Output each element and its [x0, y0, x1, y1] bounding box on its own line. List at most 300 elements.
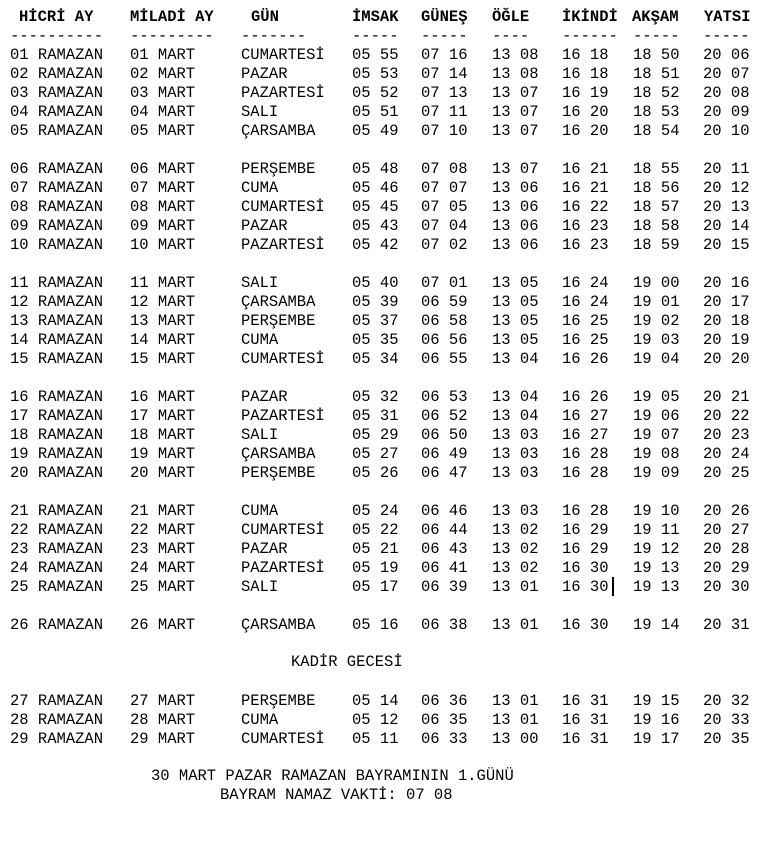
header-rule: -------: [241, 27, 307, 45]
table-row: [0, 521, 771, 540]
ikindi-cell: 16 23: [562, 236, 609, 254]
gun-cell: CUMA: [241, 502, 279, 520]
aksam-cell: 19 04: [633, 350, 680, 368]
gun-cell: PERŞEMBE: [241, 160, 316, 178]
gun-cell: ÇARSAMBA: [241, 293, 316, 311]
gun-cell: PAZAR: [241, 540, 288, 558]
gun-cell: CUMA: [241, 179, 279, 197]
aksam-cell: 19 09: [633, 464, 680, 482]
table-row: [0, 122, 771, 141]
table-row: [0, 692, 771, 711]
aksam-cell: 19 11: [633, 521, 680, 539]
gun-cell: CUMA: [241, 711, 279, 729]
imsak-cell: 05 21: [352, 540, 399, 558]
ogle-cell: 13 02: [492, 559, 539, 577]
header-yatsi: YATSI: [704, 8, 751, 26]
miladi-ay-cell: 08 MART: [130, 198, 196, 216]
gun-cell: SALI: [241, 426, 279, 444]
table-row: [0, 578, 771, 597]
header-ogle: ÖĞLE: [492, 8, 530, 26]
miladi-ay-cell: 14 MART: [130, 331, 196, 349]
yatsi-cell: 20 28: [703, 540, 750, 558]
ikindi-cell: 16 25: [562, 331, 609, 349]
imsak-cell: 05 27: [352, 445, 399, 463]
yatsi-cell: 20 23: [703, 426, 750, 444]
hicri-ay-cell: 09 RAMAZAN: [10, 217, 104, 235]
table-row: [0, 426, 771, 445]
header-rule: ---------: [130, 27, 214, 45]
aksam-cell: 19 14: [633, 616, 680, 634]
imsak-cell: 05 19: [352, 559, 399, 577]
miladi-ay-cell: 17 MART: [130, 407, 196, 425]
hicri-ay-cell: 12 RAMAZAN: [10, 293, 104, 311]
yatsi-cell: 20 27: [703, 521, 750, 539]
miladi-ay-cell: 27 MART: [130, 692, 196, 710]
imsak-cell: 05 12: [352, 711, 399, 729]
gunes-cell: 07 04: [421, 217, 468, 235]
table-row: [0, 103, 771, 122]
yatsi-cell: 20 07: [703, 65, 750, 83]
gunes-cell: 06 46: [421, 502, 468, 520]
yatsi-cell: 20 31: [703, 616, 750, 634]
hicri-ay-cell: 29 RAMAZAN: [10, 730, 104, 748]
aksam-cell: 18 56: [633, 179, 680, 197]
ogle-cell: 13 03: [492, 426, 539, 444]
aksam-cell: 19 05: [633, 388, 680, 406]
yatsi-cell: 20 10: [703, 122, 750, 140]
miladi-ay-cell: 05 MART: [130, 122, 196, 140]
gun-cell: ÇARSAMBA: [241, 445, 316, 463]
hicri-ay-cell: 04 RAMAZAN: [10, 103, 104, 121]
header-rule: -----: [633, 27, 680, 45]
aksam-cell: 19 13: [633, 559, 680, 577]
ogle-cell: 13 08: [492, 65, 539, 83]
ikindi-cell: 16 30: [562, 559, 609, 577]
yatsi-cell: 20 20: [703, 350, 750, 368]
hicri-ay-cell: 22 RAMAZAN: [10, 521, 104, 539]
aksam-cell: 18 55: [633, 160, 680, 178]
table-row: [0, 502, 771, 521]
hicri-ay-cell: 03 RAMAZAN: [10, 84, 104, 102]
hicri-ay-cell: 21 RAMAZAN: [10, 502, 104, 520]
header-ikindi: İKİNDİ: [562, 8, 618, 26]
imsak-cell: 05 42: [352, 236, 399, 254]
gunes-cell: 07 11: [421, 103, 468, 121]
gunes-cell: 06 52: [421, 407, 468, 425]
miladi-ay-cell: 09 MART: [130, 217, 196, 235]
ogle-cell: 13 05: [492, 293, 539, 311]
miladi-ay-cell: 28 MART: [130, 711, 196, 729]
ogle-cell: 13 07: [492, 160, 539, 178]
ogle-cell: 13 02: [492, 521, 539, 539]
ogle-cell: 13 06: [492, 198, 539, 216]
yatsi-cell: 20 19: [703, 331, 750, 349]
hicri-ay-cell: 02 RAMAZAN: [10, 65, 104, 83]
yatsi-cell: 20 14: [703, 217, 750, 235]
hicri-ay-cell: 26 RAMAZAN: [10, 616, 104, 634]
ikindi-cell: 16 19: [562, 84, 609, 102]
yatsi-cell: 20 08: [703, 84, 750, 102]
gunes-cell: 06 56: [421, 331, 468, 349]
imsak-cell: 05 31: [352, 407, 399, 425]
table-row: [0, 160, 771, 179]
bayram-note-row: [0, 767, 771, 786]
imsak-cell: 05 11: [352, 730, 399, 748]
miladi-ay-cell: 18 MART: [130, 426, 196, 444]
imsak-cell: 05 46: [352, 179, 399, 197]
hicri-ay-cell: 25 RAMAZAN: [10, 578, 104, 596]
table-row: [0, 464, 771, 483]
gunes-cell: 07 07: [421, 179, 468, 197]
aksam-cell: 19 13: [633, 578, 680, 596]
header-hicri-ay: HİCRİ AY: [19, 8, 94, 26]
miladi-ay-cell: 06 MART: [130, 160, 196, 178]
hicri-ay-cell: 16 RAMAZAN: [10, 388, 104, 406]
kadir-gecesi-note-row: [0, 653, 771, 672]
gunes-cell: 06 39: [421, 578, 468, 596]
gun-cell: CUMARTESİ: [241, 46, 325, 64]
header-rule: ----------: [10, 27, 104, 45]
hicri-ay-cell: 01 RAMAZAN: [10, 46, 104, 64]
ikindi-cell: 16 26: [562, 388, 609, 406]
gun-cell: SALI: [241, 103, 279, 121]
aksam-cell: 19 07: [633, 426, 680, 444]
header-imsak: İMSAK: [352, 8, 399, 26]
kadir-gecesi-note: KADİR GECESİ: [291, 653, 403, 671]
gun-cell: PAZAR: [241, 65, 288, 83]
yatsi-cell: 20 12: [703, 179, 750, 197]
table-row: [0, 540, 771, 559]
imsak-cell: 05 24: [352, 502, 399, 520]
yatsi-cell: 20 15: [703, 236, 750, 254]
ikindi-cell: 16 22: [562, 198, 609, 216]
gunes-cell: 06 44: [421, 521, 468, 539]
ogle-cell: 13 06: [492, 179, 539, 197]
hicri-ay-cell: 20 RAMAZAN: [10, 464, 104, 482]
gunes-cell: 07 02: [421, 236, 468, 254]
gunes-cell: 06 47: [421, 464, 468, 482]
gun-cell: CUMARTESİ: [241, 730, 325, 748]
table-row: [0, 312, 771, 331]
aksam-cell: 18 53: [633, 103, 680, 121]
imsak-cell: 05 53: [352, 65, 399, 83]
hicri-ay-cell: 27 RAMAZAN: [10, 692, 104, 710]
yatsi-cell: 20 33: [703, 711, 750, 729]
hicri-ay-cell: 17 RAMAZAN: [10, 407, 104, 425]
ikindi-cell: 16 31: [562, 711, 609, 729]
header-rule: -----: [352, 27, 399, 45]
yatsi-cell: 20 21: [703, 388, 750, 406]
gun-cell: SALI: [241, 578, 279, 596]
imsak-cell: 05 14: [352, 692, 399, 710]
table-row: [0, 217, 771, 236]
gunes-cell: 06 53: [421, 388, 468, 406]
table-row: [0, 179, 771, 198]
imsak-cell: 05 48: [352, 160, 399, 178]
table-row: [0, 730, 771, 749]
table-row: [0, 65, 771, 84]
gun-cell: ÇARSAMBA: [241, 122, 316, 140]
table-row: [0, 350, 771, 369]
header-gun: GÜN: [251, 8, 279, 26]
table-row: [0, 445, 771, 464]
imsak-cell: 05 26: [352, 464, 399, 482]
hicri-ay-cell: 28 RAMAZAN: [10, 711, 104, 729]
gunes-cell: 06 58: [421, 312, 468, 330]
hicri-ay-cell: 23 RAMAZAN: [10, 540, 104, 558]
ikindi-cell: 16 29: [562, 521, 609, 539]
gunes-cell: 07 01: [421, 274, 468, 292]
ogle-cell: 13 05: [492, 331, 539, 349]
header-rule: ------: [562, 27, 618, 45]
miladi-ay-cell: 24 MART: [130, 559, 196, 577]
gun-cell: CUMARTESİ: [241, 521, 325, 539]
miladi-ay-cell: 01 MART: [130, 46, 196, 64]
imsak-cell: 05 40: [352, 274, 399, 292]
gunes-cell: 06 36: [421, 692, 468, 710]
header-rule: -----: [703, 27, 750, 45]
miladi-ay-cell: 11 MART: [130, 274, 196, 292]
table-row: [0, 46, 771, 65]
imsak-cell: 05 22: [352, 521, 399, 539]
yatsi-cell: 20 16: [703, 274, 750, 292]
yatsi-cell: 20 09: [703, 103, 750, 121]
yatsi-cell: 20 11: [703, 160, 750, 178]
imsak-cell: 05 35: [352, 331, 399, 349]
aksam-cell: 19 02: [633, 312, 680, 330]
bayram-note: 30 MART PAZAR RAMAZAN BAYRAMININ 1.GÜNÜ: [151, 767, 514, 785]
gunes-cell: 06 43: [421, 540, 468, 558]
table-row: [0, 293, 771, 312]
miladi-ay-cell: 02 MART: [130, 65, 196, 83]
imsak-cell: 05 32: [352, 388, 399, 406]
gunes-cell: 06 55: [421, 350, 468, 368]
ogle-cell: 13 07: [492, 103, 539, 121]
ogle-cell: 13 01: [492, 711, 539, 729]
aksam-cell: 19 16: [633, 711, 680, 729]
gun-cell: PERŞEMBE: [241, 312, 316, 330]
imsak-cell: 05 29: [352, 426, 399, 444]
header-aksam: AKŞAM: [632, 8, 679, 26]
aksam-cell: 18 58: [633, 217, 680, 235]
gun-cell: PAZAR: [241, 388, 288, 406]
hicri-ay-cell: 24 RAMAZAN: [10, 559, 104, 577]
imsak-cell: 05 52: [352, 84, 399, 102]
table-row: [0, 84, 771, 103]
ikindi-cell: 16 25: [562, 312, 609, 330]
miladi-ay-cell: 07 MART: [130, 179, 196, 197]
imsak-cell: 05 49: [352, 122, 399, 140]
hicri-ay-cell: 19 RAMAZAN: [10, 445, 104, 463]
table-row: [0, 388, 771, 407]
ogle-cell: 13 02: [492, 540, 539, 558]
gunes-cell: 07 08: [421, 160, 468, 178]
ogle-cell: 13 03: [492, 502, 539, 520]
header-miladi-ay: MİLADİ AY: [130, 8, 214, 26]
hicri-ay-cell: 05 RAMAZAN: [10, 122, 104, 140]
miladi-ay-cell: 19 MART: [130, 445, 196, 463]
imsak-cell: 05 55: [352, 46, 399, 64]
ikindi-cell: 16 26: [562, 350, 609, 368]
hicri-ay-cell: 13 RAMAZAN: [10, 312, 104, 330]
gunes-cell: 07 10: [421, 122, 468, 140]
yatsi-cell: 20 06: [703, 46, 750, 64]
miladi-ay-cell: 04 MART: [130, 103, 196, 121]
yatsi-cell: 20 35: [703, 730, 750, 748]
hicri-ay-cell: 14 RAMAZAN: [10, 331, 104, 349]
hicri-ay-cell: 08 RAMAZAN: [10, 198, 104, 216]
miladi-ay-cell: 15 MART: [130, 350, 196, 368]
miladi-ay-cell: 13 MART: [130, 312, 196, 330]
table-row: [0, 236, 771, 255]
aksam-cell: 18 57: [633, 198, 680, 216]
table-row: [0, 559, 771, 578]
header-rule: -----: [421, 27, 468, 45]
ikindi-cell: 16 23: [562, 217, 609, 235]
aksam-cell: 19 10: [633, 502, 680, 520]
yatsi-cell: 20 32: [703, 692, 750, 710]
imsak-cell: 05 51: [352, 103, 399, 121]
yatsi-cell: 20 24: [703, 445, 750, 463]
aksam-cell: 19 17: [633, 730, 680, 748]
gunes-cell: 06 41: [421, 559, 468, 577]
imsak-cell: 05 34: [352, 350, 399, 368]
ogle-cell: 13 05: [492, 312, 539, 330]
ikindi-cell: 16 24: [562, 274, 609, 292]
ikindi-cell: 16 28: [562, 445, 609, 463]
ikindi-cell: 16 20: [562, 103, 609, 121]
gunes-cell: 06 59: [421, 293, 468, 311]
ikindi-cell: 16 18: [562, 46, 609, 64]
ogle-cell: 13 07: [492, 84, 539, 102]
ogle-cell: 13 04: [492, 407, 539, 425]
gun-cell: PAZAR: [241, 217, 288, 235]
aksam-cell: 18 51: [633, 65, 680, 83]
ikindi-cell: 16 29: [562, 540, 609, 558]
gun-cell: PAZARTESİ: [241, 407, 325, 425]
ikindi-cell: 16 21: [562, 160, 609, 178]
yatsi-cell: 20 26: [703, 502, 750, 520]
ogle-cell: 13 03: [492, 445, 539, 463]
miladi-ay-cell: 10 MART: [130, 236, 196, 254]
gun-cell: CUMARTESİ: [241, 198, 325, 216]
aksam-cell: 19 12: [633, 540, 680, 558]
gunes-cell: 06 49: [421, 445, 468, 463]
gunes-cell: 06 35: [421, 711, 468, 729]
gun-cell: PERŞEMBE: [241, 464, 316, 482]
imsak-cell: 05 16: [352, 616, 399, 634]
imsak-cell: 05 37: [352, 312, 399, 330]
miladi-ay-cell: 26 MART: [130, 616, 196, 634]
gunes-cell: 07 16: [421, 46, 468, 64]
ogle-cell: 13 05: [492, 274, 539, 292]
miladi-ay-cell: 29 MART: [130, 730, 196, 748]
imsak-cell: 05 45: [352, 198, 399, 216]
ogle-cell: 13 06: [492, 217, 539, 235]
ikindi-cell: 16 21: [562, 179, 609, 197]
miladi-ay-cell: 25 MART: [130, 578, 196, 596]
ogle-cell: 13 07: [492, 122, 539, 140]
header-row: [0, 8, 771, 27]
miladi-ay-cell: 21 MART: [130, 502, 196, 520]
hicri-ay-cell: 07 RAMAZAN: [10, 179, 104, 197]
gunes-cell: 07 13: [421, 84, 468, 102]
table-row: [0, 711, 771, 730]
ogle-cell: 13 06: [492, 236, 539, 254]
yatsi-cell: 20 30: [703, 578, 750, 596]
aksam-cell: 19 08: [633, 445, 680, 463]
gun-cell: PAZARTESİ: [241, 84, 325, 102]
yatsi-cell: 20 18: [703, 312, 750, 330]
ogle-cell: 13 04: [492, 350, 539, 368]
gun-cell: PERŞEMBE: [241, 692, 316, 710]
table-row: [0, 616, 771, 635]
imsak-cell: 05 17: [352, 578, 399, 596]
ogle-cell: 13 01: [492, 692, 539, 710]
yatsi-cell: 20 22: [703, 407, 750, 425]
miladi-ay-cell: 20 MART: [130, 464, 196, 482]
text-cursor: [612, 577, 614, 596]
ogle-cell: 13 00: [492, 730, 539, 748]
table-row: [0, 331, 771, 350]
ikindi-cell: 16 31: [562, 692, 609, 710]
hicri-ay-cell: 18 RAMAZAN: [10, 426, 104, 444]
gun-cell: CUMARTESİ: [241, 350, 325, 368]
gunes-cell: 06 33: [421, 730, 468, 748]
ogle-cell: 13 04: [492, 388, 539, 406]
ogle-cell: 13 01: [492, 616, 539, 634]
gun-cell: PAZARTESİ: [241, 559, 325, 577]
miladi-ay-cell: 22 MART: [130, 521, 196, 539]
aksam-cell: 18 54: [633, 122, 680, 140]
gunes-cell: 06 50: [421, 426, 468, 444]
table-row: [0, 274, 771, 293]
miladi-ay-cell: 03 MART: [130, 84, 196, 102]
aksam-cell: 18 59: [633, 236, 680, 254]
ikindi-cell: 16 27: [562, 426, 609, 444]
miladi-ay-cell: 12 MART: [130, 293, 196, 311]
ikindi-cell: 16 28: [562, 464, 609, 482]
gunes-cell: 07 05: [421, 198, 468, 216]
ogle-cell: 13 01: [492, 578, 539, 596]
ikindi-cell: 16 18: [562, 65, 609, 83]
gun-cell: ÇARSAMBA: [241, 616, 316, 634]
header-rule: ----: [492, 27, 530, 45]
miladi-ay-cell: 23 MART: [130, 540, 196, 558]
imsak-cell: 05 43: [352, 217, 399, 235]
miladi-ay-cell: 16 MART: [130, 388, 196, 406]
aksam-cell: 19 03: [633, 331, 680, 349]
hicri-ay-cell: 10 RAMAZAN: [10, 236, 104, 254]
gunes-cell: 07 14: [421, 65, 468, 83]
bayram-namaz-time: BAYRAM NAMAZ VAKTİ: 07 08: [220, 786, 453, 804]
gun-cell: CUMA: [241, 331, 279, 349]
hicri-ay-cell: 11 RAMAZAN: [10, 274, 104, 292]
ikindi-cell: 16 20: [562, 122, 609, 140]
yatsi-cell: 20 13: [703, 198, 750, 216]
gunes-cell: 06 38: [421, 616, 468, 634]
header-rule-row: [0, 27, 771, 46]
yatsi-cell: 20 17: [703, 293, 750, 311]
ikindi-cell: 16 24: [562, 293, 609, 311]
ikindi-cell: 16 30: [562, 578, 609, 596]
aksam-cell: 18 50: [633, 46, 680, 64]
table-row: [0, 407, 771, 426]
ikindi-cell: 16 27: [562, 407, 609, 425]
ikindi-cell: 16 31: [562, 730, 609, 748]
bayram-namaz-row: [0, 786, 771, 805]
imsak-cell: 05 39: [352, 293, 399, 311]
